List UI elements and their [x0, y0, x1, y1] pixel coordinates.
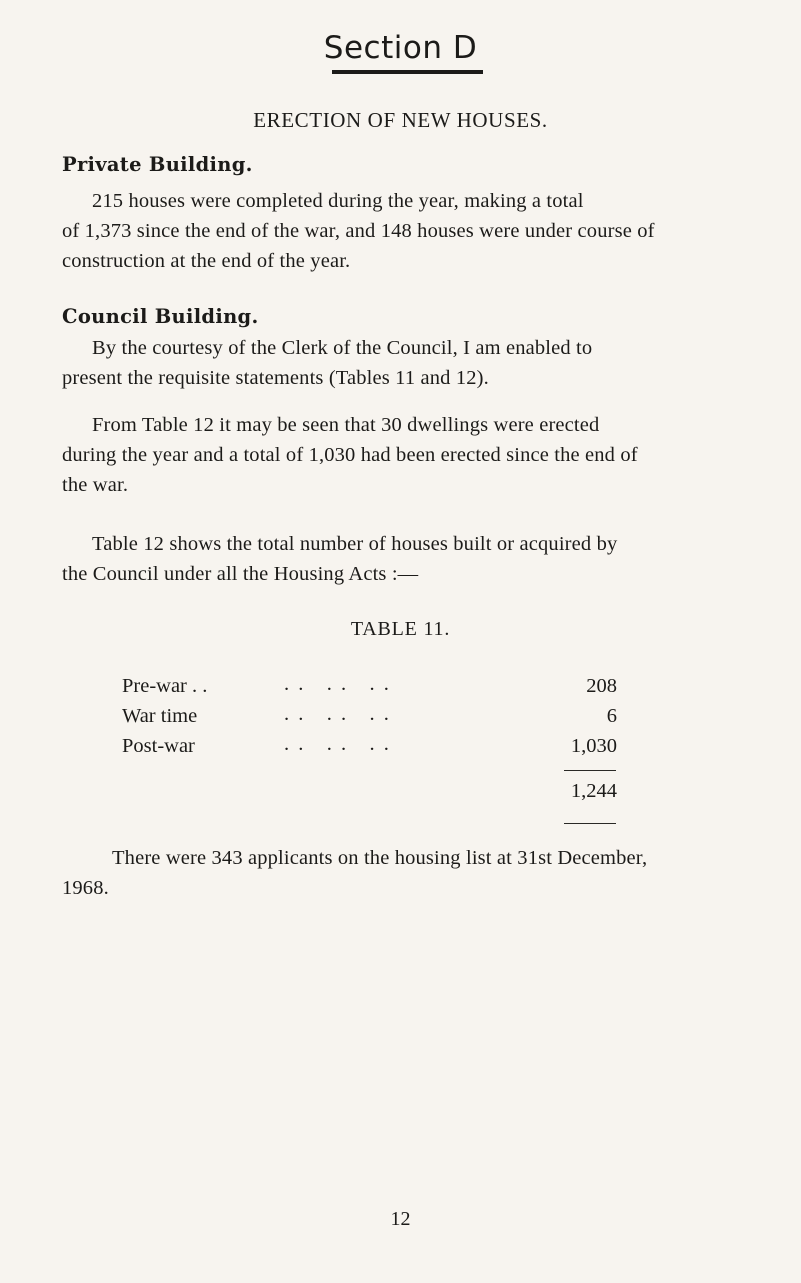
row-label: War time — [122, 705, 198, 727]
paragraph-line: the war. — [62, 474, 129, 496]
council-building-heading: Council Building. — [62, 305, 259, 328]
paragraph-line: From Table 12 it may be seen that 30 dwellings were erected — [92, 414, 600, 436]
section-heading: Section D — [323, 30, 478, 66]
subtotal-rule — [564, 770, 616, 771]
paragraph-line: during the year and a total of 1,030 had been erected since the end of — [62, 444, 638, 466]
table-row — [122, 735, 617, 765]
paragraph-line: By the courtesy of the Clerk of the Council, I am enabled to — [92, 337, 593, 359]
table-total-value: 1,244 — [570, 780, 617, 802]
council-building-paragraph-1 — [62, 333, 762, 393]
private-building-paragraph — [62, 186, 762, 276]
page-number: 12 — [390, 1208, 411, 1230]
table-row — [122, 675, 617, 705]
paragraph-line: There were 343 applicants on the housing list at 31st December, — [112, 847, 648, 869]
closing-paragraph — [62, 843, 762, 903]
paragraph-line: 1968. — [62, 877, 109, 899]
total-rule — [564, 823, 616, 824]
paragraph-line: the Council under all the Housing Acts :— — [62, 563, 419, 585]
council-building-paragraph-3 — [62, 529, 762, 589]
paragraph-line: Table 12 shows the total number of houses built or acquired by — [92, 533, 618, 555]
private-building-heading: Private Building. — [62, 153, 253, 176]
row-value: 6 — [606, 705, 617, 727]
paragraph-line: of 1,373 since the end of the war, and 148 houses were under course of — [62, 220, 655, 242]
section-heading-underline — [332, 70, 483, 74]
row-value: 208 — [586, 675, 617, 697]
row-value: 1,030 — [570, 735, 617, 757]
table-11-title: TABLE 11. — [350, 618, 451, 640]
table-row — [122, 705, 617, 735]
paragraph-line: 215 houses were completed during the year, making a total — [92, 190, 584, 212]
paragraph-line: construction at the end of the year. — [62, 250, 351, 272]
row-leaders: . . . . . . — [284, 703, 391, 725]
table-total-row — [122, 780, 617, 810]
row-leaders: . . . . . . — [284, 673, 391, 695]
row-label: Pre-war . . — [122, 675, 208, 697]
row-label: Post-war — [122, 735, 195, 757]
row-leaders: . . . . . . — [284, 733, 391, 755]
council-building-paragraph-2 — [62, 410, 762, 500]
paragraph-line: present the requisite statements (Tables 11 and 12). — [62, 367, 489, 389]
document-title: ERECTION OF NEW HOUSES. — [253, 108, 548, 132]
